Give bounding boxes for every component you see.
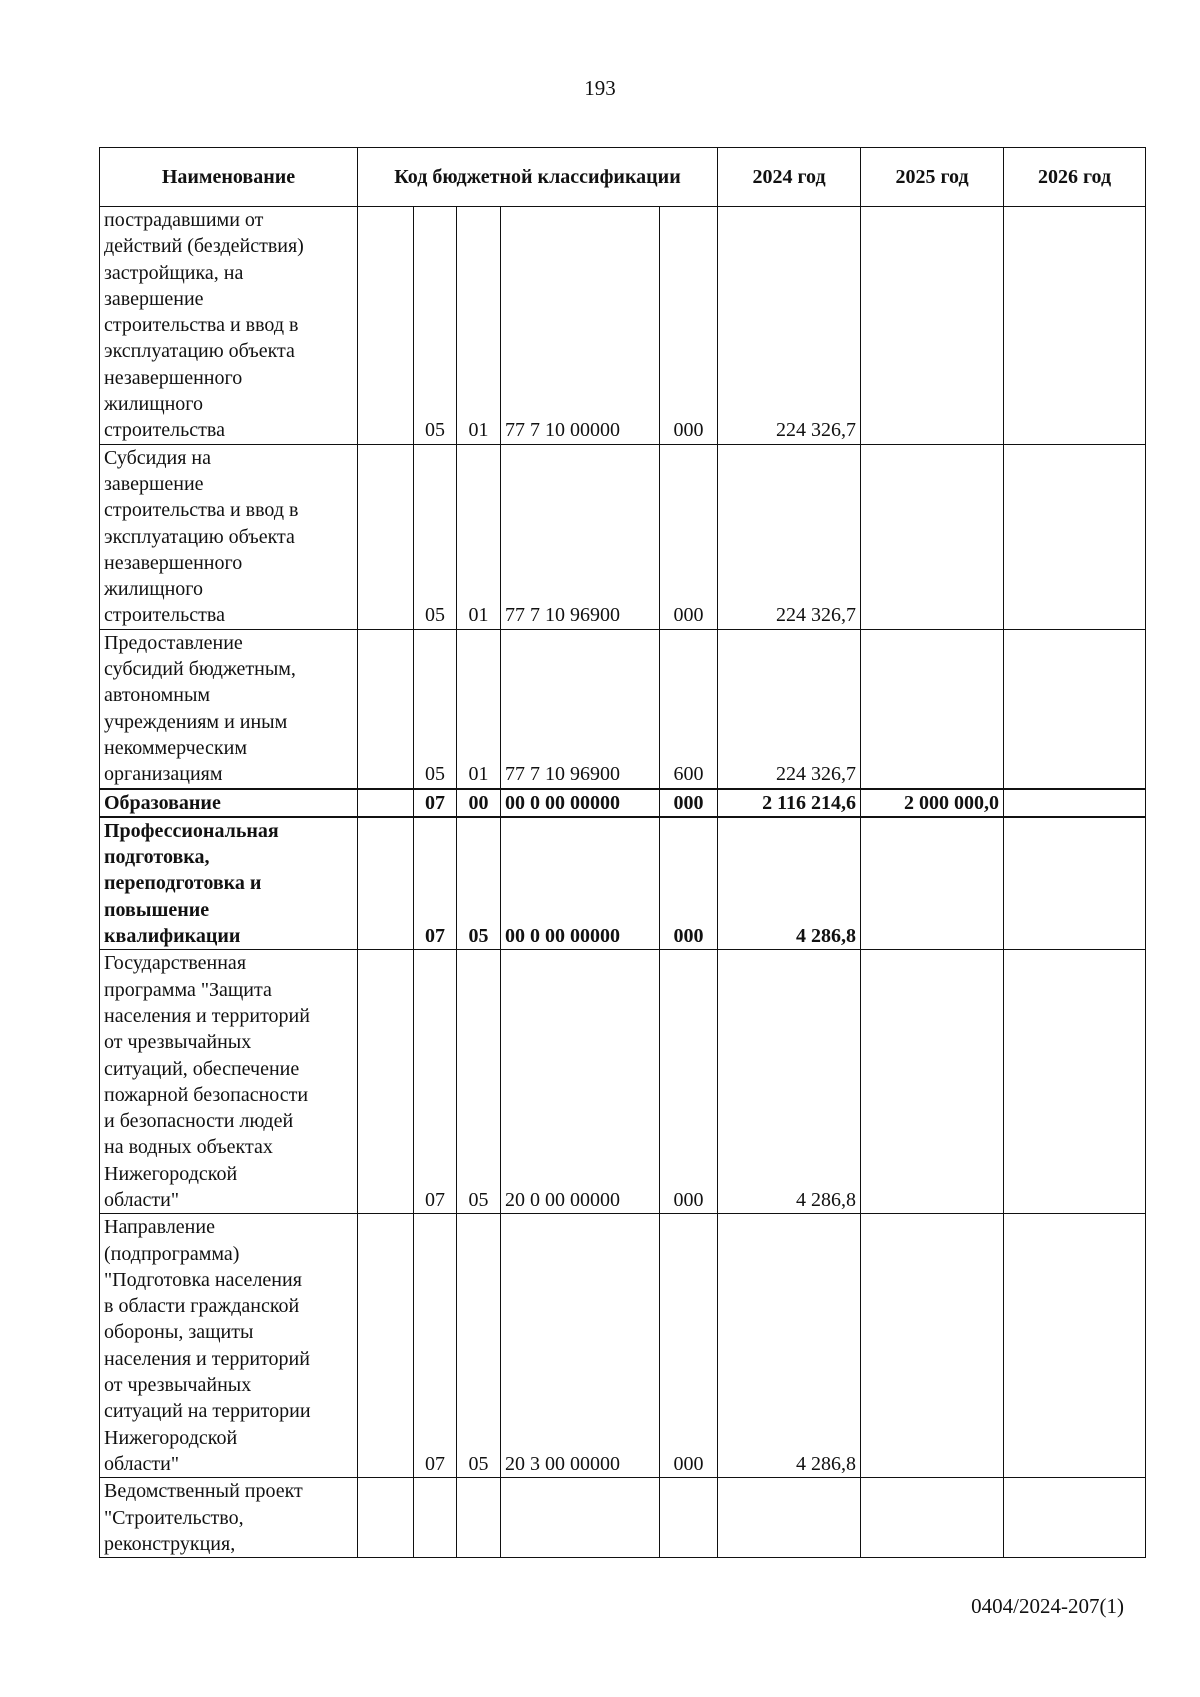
cell-name-line: населения и территорий — [104, 1347, 310, 1370]
cell-extra — [358, 1214, 414, 1478]
cell-target-article — [501, 1478, 660, 1558]
cell-name-line: автономным — [104, 684, 211, 707]
cell-2025 — [861, 817, 1004, 950]
cell-name-line: программа "Защита — [104, 978, 272, 1001]
cell-name — [100, 1478, 358, 1558]
cell-name-line: жилищного — [104, 578, 204, 601]
cell-name-line: ситуаций на территории — [104, 1400, 311, 1423]
cell-target-article: 77 7 10 96900 — [501, 629, 660, 788]
cell-name-line: Нижегородской — [104, 1162, 238, 1185]
budget-table — [99, 147, 1146, 1558]
cell-section: 07 — [414, 789, 457, 817]
header-2024: 2024 год — [718, 148, 861, 207]
cell-name-line: незавершенного — [104, 551, 243, 574]
cell-expense-type: 000 — [660, 817, 718, 950]
cell-extra — [358, 789, 414, 817]
cell-name — [100, 789, 358, 817]
table-header-row — [100, 148, 1146, 207]
cell-name-line: учреждениям и иным — [104, 710, 288, 733]
cell-2026 — [1004, 950, 1146, 1214]
cell-name-line: строительства — [104, 604, 225, 627]
cell-2024: 4 286,8 — [718, 817, 861, 950]
cell-name-line: Нижегородской — [104, 1426, 238, 1449]
cell-target-article: 00 0 00 00000 — [501, 789, 660, 817]
table-row — [100, 817, 1146, 950]
table-body — [100, 207, 1146, 1558]
document-code: 0404/2024-207(1) — [971, 1594, 1124, 1618]
cell-name-line: населения и территорий — [104, 1004, 310, 1027]
cell-name-line: субсидий бюджетным, — [104, 658, 296, 681]
cell-name-line: пожарной безопасности — [104, 1083, 309, 1106]
cell-section — [414, 1478, 457, 1558]
cell-expense-type: 000 — [660, 950, 718, 1214]
cell-section: 07 — [414, 817, 457, 950]
page-number: 193 — [584, 76, 616, 100]
cell-2026 — [1004, 207, 1146, 445]
cell-section: 05 — [414, 444, 457, 629]
cell-name-line: Субсидия на — [104, 446, 211, 469]
cell-section: 07 — [414, 1214, 457, 1478]
cell-section: 05 — [414, 207, 457, 445]
cell-name-line: подготовка, — [104, 846, 210, 869]
cell-name-line: застройщика, на — [104, 261, 244, 284]
cell-subsection: 05 — [457, 1214, 501, 1478]
cell-2024: 4 286,8 — [718, 950, 861, 1214]
cell-2026 — [1004, 817, 1146, 950]
cell-name-line: эксплуатацию объекта — [104, 340, 295, 363]
cell-subsection: 00 — [457, 789, 501, 817]
cell-subsection — [457, 1478, 501, 1558]
cell-name-line: "Строительство, — [104, 1506, 244, 1529]
cell-expense-type: 000 — [660, 1214, 718, 1478]
cell-2025 — [861, 1478, 1004, 1558]
cell-name — [100, 950, 358, 1214]
cell-2024: 2 116 214,6 — [718, 789, 861, 817]
cell-2024: 224 326,7 — [718, 207, 861, 445]
cell-2024: 224 326,7 — [718, 629, 861, 788]
cell-section: 05 — [414, 629, 457, 788]
cell-extra — [358, 444, 414, 629]
cell-name-line: на водных объектах — [104, 1136, 273, 1159]
cell-section: 07 — [414, 950, 457, 1214]
cell-name-line: Образование — [104, 791, 221, 814]
cell-target-article: 77 7 10 96900 — [501, 444, 660, 629]
cell-name — [100, 207, 358, 445]
cell-name-line: завершение — [104, 472, 204, 495]
cell-name-line: строительства и ввод в — [104, 499, 299, 522]
cell-name-line: Профессиональная — [104, 819, 279, 842]
header-name: Наименование — [100, 148, 358, 207]
table-row — [100, 1478, 1146, 1558]
header-2026: 2026 год — [1004, 148, 1146, 207]
cell-2025: 2 000 000,0 — [861, 789, 1004, 817]
cell-name-line: строительства — [104, 419, 225, 442]
cell-2025 — [861, 444, 1004, 629]
cell-name-line: незавершенного — [104, 366, 243, 389]
cell-name-line: (подпрограмма) — [104, 1242, 240, 1265]
table-row — [100, 444, 1146, 629]
cell-name-line: эксплуатацию объекта — [104, 525, 295, 548]
cell-2026 — [1004, 1214, 1146, 1478]
cell-2024 — [718, 1478, 861, 1558]
cell-name-line: некоммерческим — [104, 736, 247, 759]
cell-name-line: квалификации — [104, 925, 241, 948]
cell-subsection: 01 — [457, 444, 501, 629]
cell-name — [100, 629, 358, 788]
cell-name-line: переподготовка и — [104, 872, 262, 895]
cell-name-line: ситуаций, обеспечение — [104, 1057, 300, 1080]
cell-2026 — [1004, 789, 1146, 817]
cell-name-line: организациям — [104, 763, 223, 786]
cell-expense-type: 000 — [660, 444, 718, 629]
cell-extra — [358, 950, 414, 1214]
cell-name-line: обороны, защиты — [104, 1321, 254, 1344]
cell-name-line: жилищного — [104, 393, 204, 416]
cell-2026 — [1004, 629, 1146, 788]
cell-name-line: в области гражданской — [104, 1295, 300, 1318]
cell-2025 — [861, 207, 1004, 445]
cell-name-line: области" — [104, 1188, 180, 1211]
cell-name-line: от чрезвычайных — [104, 1374, 252, 1397]
cell-expense-type: 000 — [660, 207, 718, 445]
cell-name-line: "Подготовка населения — [104, 1268, 302, 1291]
table-row — [100, 950, 1146, 1214]
cell-2025 — [861, 950, 1004, 1214]
cell-2024: 4 286,8 — [718, 1214, 861, 1478]
cell-2025 — [861, 629, 1004, 788]
cell-name — [100, 1214, 358, 1478]
cell-expense-type: 600 — [660, 629, 718, 788]
header-2025: 2025 год — [861, 148, 1004, 207]
cell-name-line: пострадавшими от — [104, 209, 264, 231]
cell-target-article: 77 7 10 00000 — [501, 207, 660, 445]
cell-extra — [358, 1478, 414, 1558]
cell-target-article: 00 0 00 00000 — [501, 817, 660, 950]
cell-extra — [358, 207, 414, 445]
cell-2024: 224 326,7 — [718, 444, 861, 629]
cell-extra — [358, 817, 414, 950]
cell-subsection: 05 — [457, 817, 501, 950]
table-row — [100, 207, 1146, 445]
cell-2026 — [1004, 1478, 1146, 1558]
cell-name — [100, 817, 358, 950]
cell-name-line: и безопасности людей — [104, 1110, 294, 1133]
table-row — [100, 629, 1146, 788]
cell-subsection: 01 — [457, 207, 501, 445]
cell-name-line: Ведомственный проект — [104, 1480, 303, 1503]
cell-name-line: Направление — [104, 1216, 215, 1239]
cell-subsection: 05 — [457, 950, 501, 1214]
cell-extra — [358, 629, 414, 788]
cell-target-article: 20 0 00 00000 — [501, 950, 660, 1214]
cell-name-line: реконструкция, — [104, 1532, 236, 1555]
cell-target-article: 20 3 00 00000 — [501, 1214, 660, 1478]
cell-name-line: действий (бездействия) — [104, 235, 304, 258]
cell-subsection: 01 — [457, 629, 501, 788]
header-code: Код бюджетной классификации — [358, 148, 718, 207]
cell-2026 — [1004, 444, 1146, 629]
cell-name — [100, 444, 358, 629]
cell-name-line: повышение — [104, 898, 210, 921]
table-row — [100, 1214, 1146, 1478]
table-row — [100, 789, 1146, 817]
cell-name-line: области" — [104, 1452, 180, 1475]
cell-expense-type — [660, 1478, 718, 1558]
cell-name-line: от чрезвычайных — [104, 1031, 252, 1054]
cell-name-line: строительства и ввод в — [104, 314, 299, 337]
cell-name-line: Предоставление — [104, 631, 243, 654]
cell-expense-type: 000 — [660, 789, 718, 817]
cell-name-line: завершение — [104, 287, 204, 310]
cell-name-line: Государственная — [104, 952, 247, 975]
cell-2025 — [861, 1214, 1004, 1478]
